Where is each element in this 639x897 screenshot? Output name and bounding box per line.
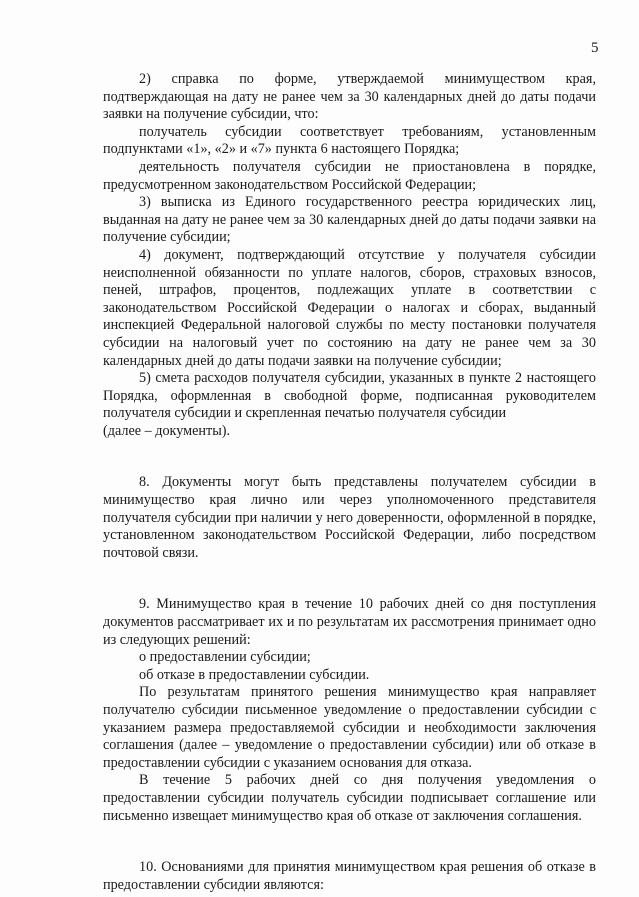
section-9-decision: 9. Минимущество края в течение 10 рабочих дней со дня поступления документов рассматривает их и по результатам их рассмотрения принимает одно из следующих решений: (103, 596, 596, 648)
item-4-tax-document: 4) документ, подтверждающий отсутствие у получателя субсидии неисполненной обязанности по уплате налогов, сборов, страховых взносов, пеней, штрафов, процентов, подлежащих уплате в соответствии с законодательством Российской Федерации о налогах и сборах, выданный инспекцией Федеральной налоговой службы по месту постановки получателя субсидии на налоговый учет по состоянию на дату не ранее чем за 30 календарных дней до даты подачи заявки на получение субсидии; (103, 246, 596, 369)
notification-paragraph: По результатам принятого решения минимущество края направляет получателю субсидии письменное уведомление о предоставлении субсидии с указанием размера предоставляемой субсидии и необходимости заключения соглашения (далее – уведомление о предоставлении субсидии) или об отказе в предоставлении субсидии с указанием основания для отказа. (103, 684, 596, 771)
item-3-registry-extract: 3) выписка из Единого государственного реестра юридических лиц, выданная на дату не ранее чем за 30 календарных дней до даты подачи заявки на получение субсидии; (103, 194, 596, 246)
condition-activity: деятельность получателя субсидии не приостановлена в порядке, предусмотренном законодательством Российской Федерации; (103, 158, 596, 193)
condition-requirements: получатель субсидии соответствует требованиям, установленным подпунктами «1», «2» и «7» пункта 6 настоящего Порядка; (103, 123, 596, 158)
documents-definition: (далее – документы). (103, 422, 231, 439)
item-5-cost-estimate: 5) смета расходов получателя субсидии, указанных в пункте 2 настоящего Порядка, оформленная в свободной форме, подписанная руководителем получателя субсидии и скрепленная печатью получателя субсидии (103, 370, 596, 422)
page-number: 5 (591, 40, 599, 56)
decision-option-refusal: об отказе в предоставлении субсидии. (139, 666, 370, 683)
section-10-refusal-grounds: 10. Основаниями для принятия минимуществом края решения об отказе в предоставлении субсидии являются: (103, 859, 596, 893)
decision-option-grant: о предоставлении субсидии; (139, 649, 311, 666)
document-body (103, 71, 596, 894)
agreement-paragraph: В течение 5 рабочих дней со дня получения уведомления о предоставлении субсидии получатель субсидии подписывает соглашение или письменно извещает минимущество края об отказе от заключения соглашения. (103, 772, 596, 824)
item-2-certificate: 2) справка по форме, утверждаемой минимуществом края, подтверждающая на дату не ранее чем за 30 календарных дней до даты подачи заявки на получение субсидии, что: (103, 71, 596, 123)
section-8-submission: 8. Документы могут быть представлены получателем субсидии в минимущество края лично или через уполномоченного представителя получателя субсидии при наличии у него доверенности, оформленной в порядке, установленном законодательством Российской Федерации, либо посредством почтовой связи. (103, 474, 596, 561)
